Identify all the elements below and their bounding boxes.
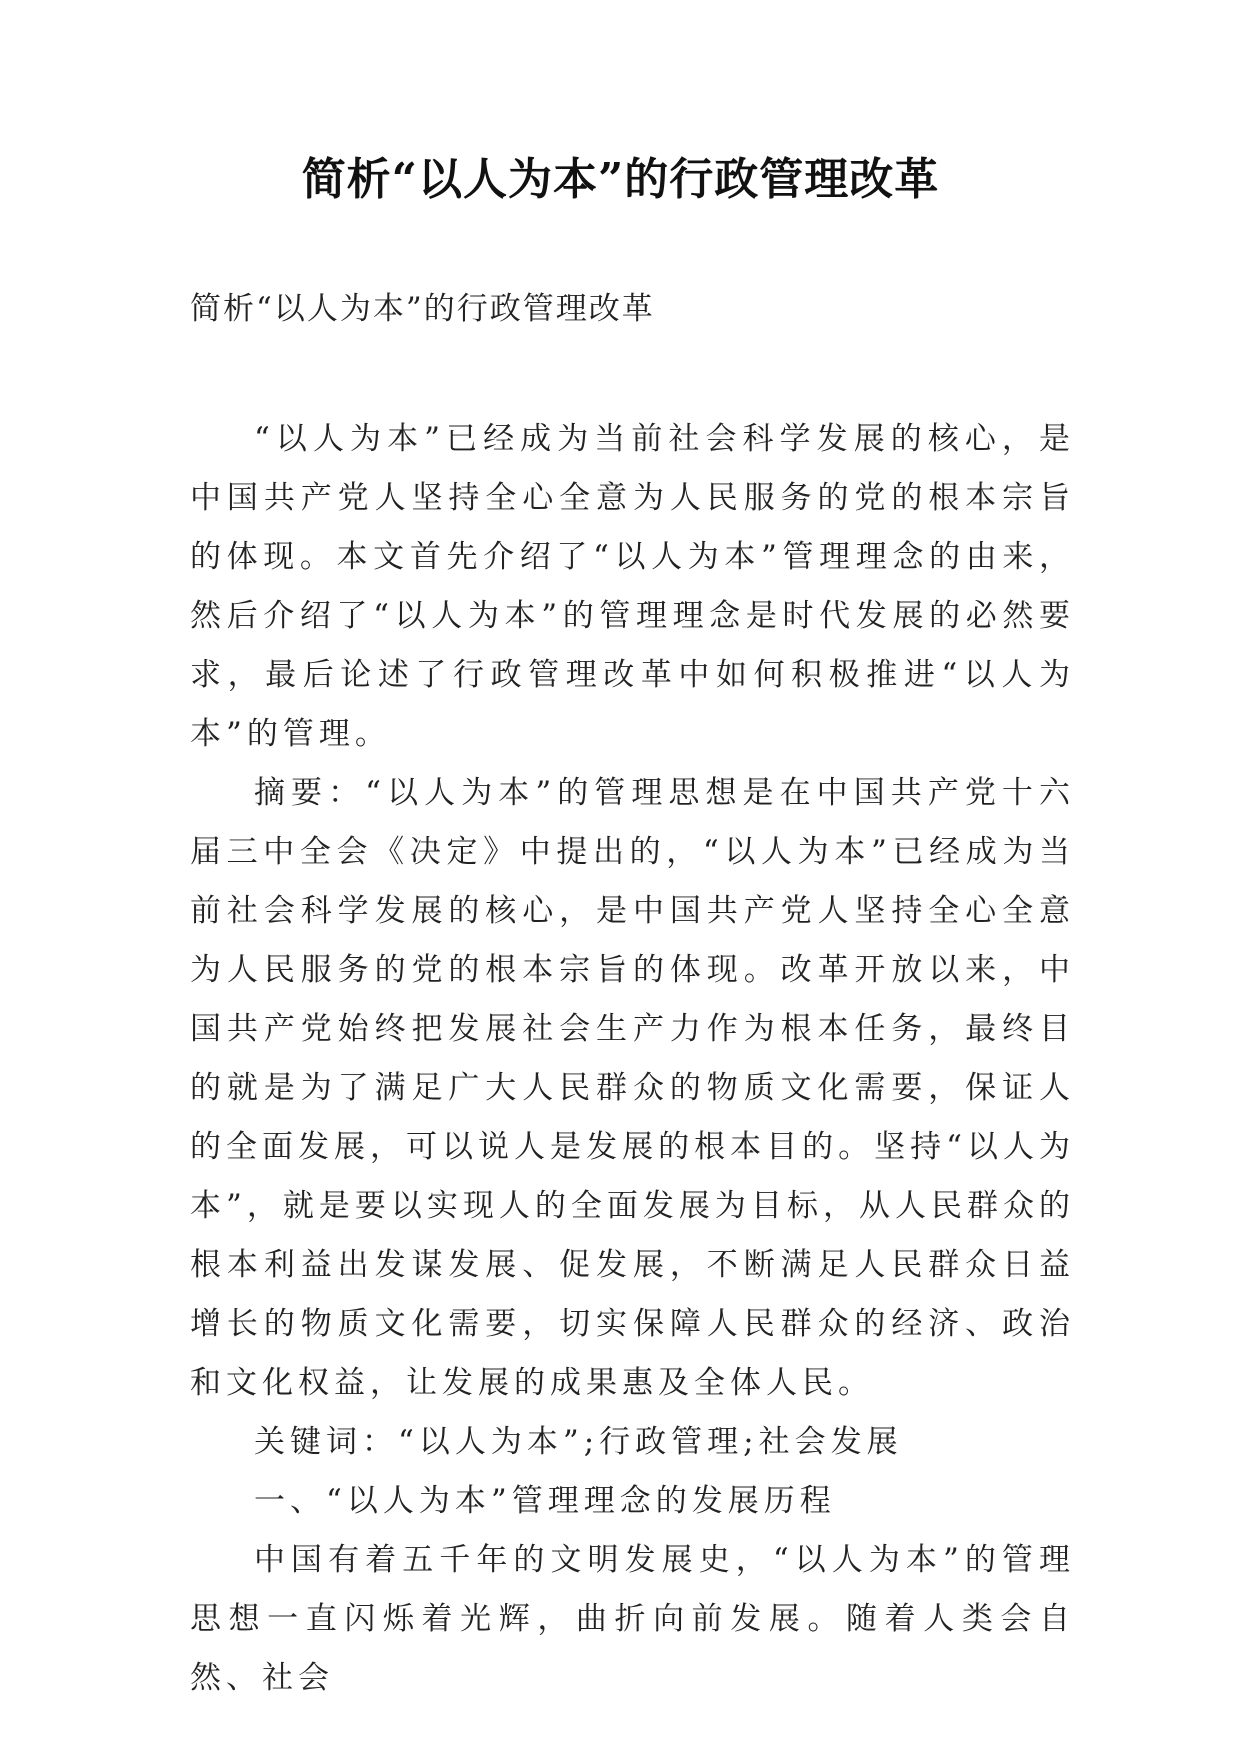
paragraph-intro: “以人为本”已经成为当前社会科学发展的核心，是中国共产党人坚持全心全意为人民服务的党的根本宗旨的体现。本文首先介绍了“以人为本”管理理念的由来，然后介绍了“以人为本”的管理理念是时代发展的必然要求，最后论述了行政管理改革中如何积极推进“以人为本”的管理。 <box>190 421 1075 752</box>
paragraph-abstract: 摘要：“以人为本”的管理思想是在中国共产党十六届三中全会《决定》中提出的，“以人为本”已经成为当前社会科学发展的核心，是中国共产党人坚持全心全意为人民服务的党的根本宗旨的体现。改革开放以来，中国共产党始终把发展社会生产力作为根本任务，最终目的就是为了满足广大人民群众的物质文化需要，保证人的全面发展，可以说人是发展的根本目的。坚持“以人为本”，就是要以实现人的全面发展为目标，从人民群众的根本利益出发谋发展、促发展，不断满足人民群众日益增长的物质文化需要，切实保障人民群众的经济、政治和文化权益，让发展的成果惠及全体人民。 <box>190 775 1075 1401</box>
document-subtitle: 简析“以人为本”的行政管理改革 <box>190 291 655 327</box>
section-heading: 一、“以人为本”管理理念的发展历程 <box>254 1483 836 1519</box>
paragraph-keywords: 关键词：“以人为本”;行政管理;社会发展 <box>254 1424 903 1460</box>
document-title: 简析“以人为本”的行政管理改革 <box>301 154 940 205</box>
paragraph-history: 中国有着五千年的文明发展史，“以人为本”的管理思想一直闪烁着光辉，曲折向前发展。随着人类会自然、社会 <box>190 1542 1075 1696</box>
document-body <box>190 410 1075 1708</box>
